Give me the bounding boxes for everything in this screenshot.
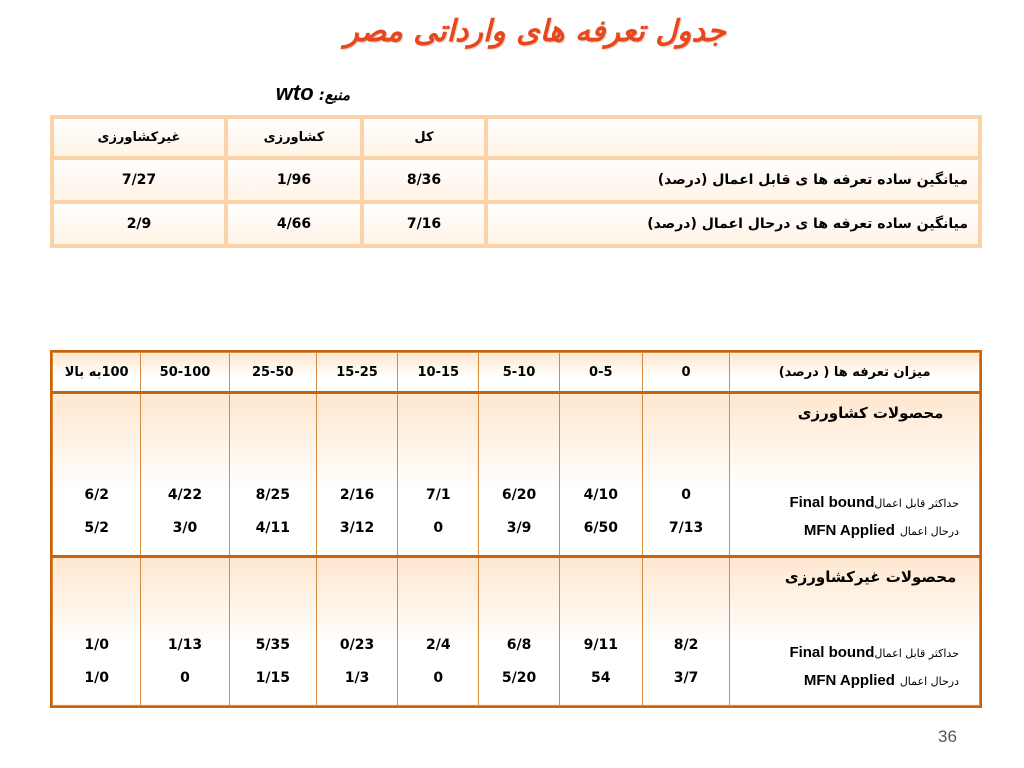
range-header-cell: 100به بالا [53,353,141,393]
value-cell: 4/10 6/50 [559,393,642,556]
section-label-cell [730,393,980,556]
mfn-applied-label: درحال اعمال MFN Applied [803,521,959,539]
range-header-cell: 0-5 [559,353,642,393]
section-row-nonagri [53,556,980,705]
summary-cell: 7/16 [364,204,484,244]
section-row-agri [53,393,980,556]
summary-header-agri: کشاورزی [228,119,360,156]
value-cell: 0 7/13 [642,393,729,556]
summary-cell: 1/96 [228,160,360,200]
value-cell: 6/8 5/20 [479,556,559,705]
section-legend [789,639,959,695]
range-header-cell: 5-10 [479,353,559,393]
summary-row [54,160,978,200]
summary-cell: 2/9 [54,204,224,244]
value-cell: 2/16 3/12 [316,393,397,556]
range-header-cell: 0 [642,353,729,393]
range-header-cell: 10-15 [398,353,479,393]
range-header-cell: 50-100 [141,353,229,393]
mfn-applied-label: درحال اعمال MFN Applied [803,672,959,689]
page-number: 36 [938,727,957,746]
source-value: wto [275,80,314,105]
value-cell: 7/1 0 [398,393,479,556]
value-cell: 8/25 4/11 [229,393,316,556]
summary-cell: 4/66 [228,204,360,244]
value-cell: 1/0 1/0 [53,556,141,705]
value-cell: 6/2 5/2 [53,393,141,556]
summary-cell: 8/36 [364,160,484,200]
tariff-distribution-table [52,352,980,706]
value-cell: 1/13 0 [141,556,229,705]
summary-header-empty [488,119,978,156]
section-title: محصولات کشاورزی [797,404,944,423]
value-cell: 5/35 1/15 [229,556,316,705]
range-header-cell: 25-50 [229,353,316,393]
section-legend [789,489,959,545]
summary-row-label: میانگین ساده تعرفه ها ی قابل اعمال (درصد) [488,160,978,200]
summary-row [54,204,978,244]
section-label-cell [730,556,980,705]
final-bound-label: حداکثر قابل اعمالFinal bound [789,493,959,511]
summary-header-nonagri: غیرکشاورزی [54,119,224,156]
value-cell: 8/2 3/7 [642,556,729,705]
range-header-cell: 15-25 [316,353,397,393]
section-title: محصولات غیرکشاورزی [784,567,957,586]
value-cell: 4/22 3/0 [141,393,229,556]
range-header-row [53,353,980,393]
source-line [230,80,350,106]
summary-row-label: میانگین ساده تعرفه ها ی درحال اعمال (درصد) [488,204,978,244]
value-cell: 6/20 3/9 [479,393,559,556]
value-cell: 0/23 1/3 [316,556,397,705]
final-bound-label: حداکثر قابل اعمالFinal bound [789,644,959,661]
page-title: جدول تعرفه های وارداتی مصر [344,14,726,49]
value-cell: 9/11 54 [559,556,642,705]
source-label: منبع: [318,86,350,104]
summary-cell: 7/27 [54,160,224,200]
summary-header-total: کل [364,119,484,156]
range-header-label: میزان تعرفه ها ( درصد) [730,353,980,393]
value-cell: 2/4 0 [398,556,479,705]
tariff-distribution-table-frame [50,350,982,708]
summary-header-row [54,119,978,156]
summary-table [50,115,982,248]
